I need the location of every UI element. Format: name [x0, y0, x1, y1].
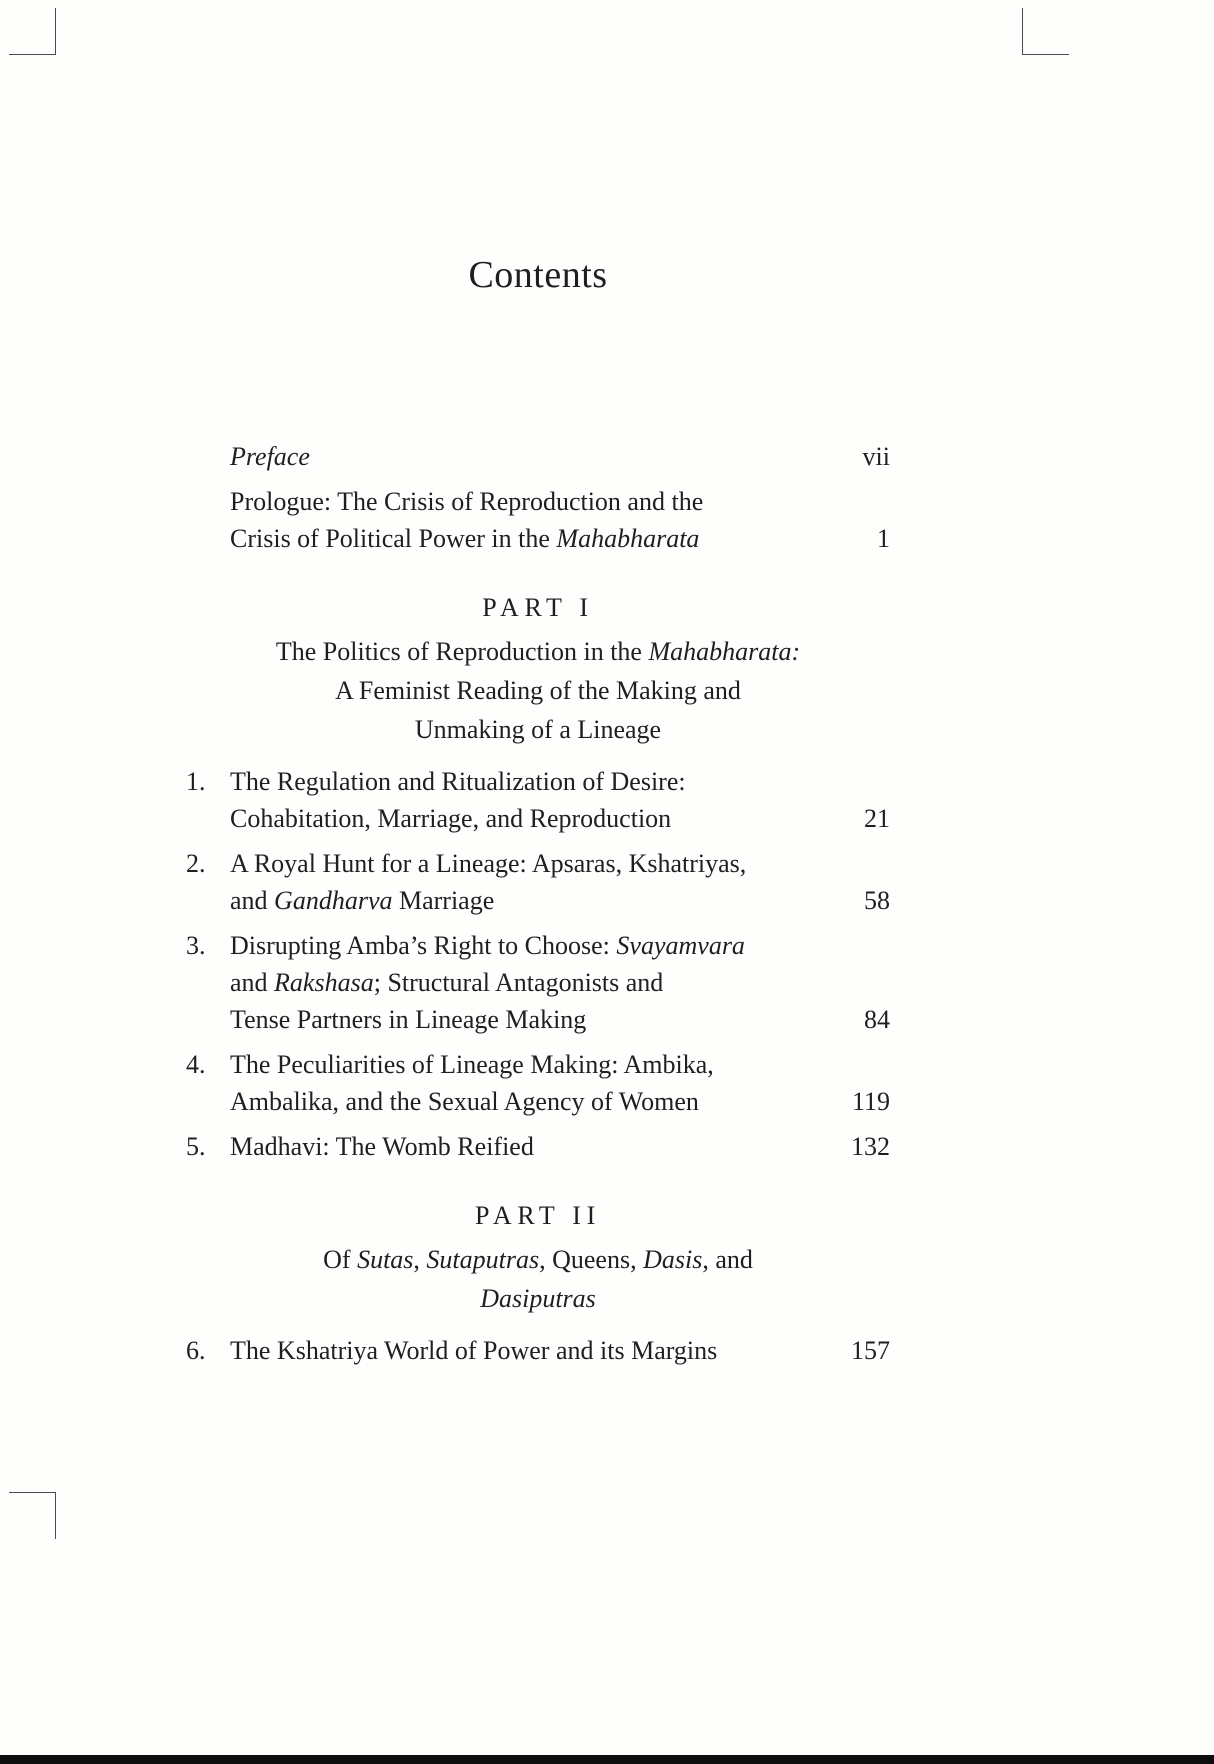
- part-label: PART I: [482, 593, 594, 622]
- text-run: and: [230, 886, 275, 915]
- entry-text: [230, 1046, 826, 1120]
- entry-number: 3.: [186, 931, 206, 960]
- part-heading-line: [186, 1240, 890, 1279]
- italic-text-run: Sutas: [357, 1245, 414, 1274]
- italic-text-run: Mahabharata:: [648, 637, 801, 666]
- italic-text-run: Gandharva: [274, 886, 393, 915]
- entry-line: [230, 882, 826, 919]
- text-run: Marriage: [392, 886, 495, 915]
- entry-number: 2.: [186, 849, 206, 878]
- entry-page-number: 84: [864, 1005, 890, 1034]
- entry-line: [230, 520, 826, 557]
- text-run: Tense Partners in Lineage Making: [230, 1005, 587, 1034]
- entry-text: [230, 1332, 826, 1369]
- part-heading-line: [186, 1279, 890, 1318]
- entry-line: [230, 845, 826, 882]
- italic-text-run: Dasis: [643, 1245, 703, 1274]
- entry-line: [230, 1332, 826, 1369]
- entry-number: [186, 438, 230, 475]
- entry-line: [230, 438, 826, 475]
- italic-text-run: Mahabharata: [556, 524, 700, 553]
- text-run: The Peculiarities of Lineage Making: Ambika,: [230, 1050, 714, 1079]
- entry-number: 5.: [186, 1132, 206, 1161]
- entry-page-number: 21: [864, 804, 890, 833]
- part-label: PART II: [475, 1201, 601, 1230]
- toc-entry: [186, 927, 890, 1038]
- entry-page-number: vii: [862, 442, 890, 471]
- toc-part: [186, 1197, 890, 1369]
- entry-text: [230, 1128, 826, 1165]
- entry-number: 4.: [186, 1050, 206, 1079]
- entry-line: [230, 927, 826, 964]
- text-run: , Queens,: [539, 1245, 644, 1274]
- italic-text-run: Rakshasa: [274, 968, 374, 997]
- text-run: ; Structural Antagonists and: [373, 968, 664, 997]
- text-run: Madhavi: The Womb Reified: [230, 1132, 534, 1161]
- crop-mark-top-right-icon: [1022, 8, 1069, 55]
- part-heading-line: [186, 710, 890, 749]
- crop-mark-bottom-left-icon: [9, 1492, 56, 1539]
- text-run: Cohabitation, Marriage, and Reproduction: [230, 804, 672, 833]
- entry-number: 6.: [186, 1336, 206, 1365]
- text-run: A Feminist Reading of the Making and: [335, 676, 741, 705]
- entry-line: [230, 483, 826, 520]
- part-entries: [186, 763, 890, 1165]
- toc-part: [186, 589, 890, 1165]
- text-run: ,: [413, 1245, 427, 1274]
- crop-mark-top-left-icon: [9, 8, 56, 55]
- toc-entry: [186, 763, 890, 837]
- text-run: Crisis of Political Power in the: [230, 524, 557, 553]
- entry-line: [230, 800, 826, 837]
- text-run: Disrupting Amba’s Right to Choose:: [230, 931, 617, 960]
- text-run: A Royal Hunt for a Lineage: Apsaras, Kshatriyas,: [230, 849, 747, 878]
- entry-line: [230, 1083, 826, 1120]
- toc-entry: [186, 1128, 890, 1165]
- text-run: , and: [702, 1245, 753, 1274]
- italic-text-run: Svayamvara: [616, 931, 745, 960]
- text-run: The Kshatriya World of Power and its Margins: [230, 1336, 718, 1365]
- entry-text: [230, 927, 826, 1038]
- scan-edge-bottom: [0, 1755, 1214, 1764]
- italic-text-run: Sutaputras: [426, 1245, 540, 1274]
- entry-number: [186, 483, 230, 557]
- entry-text: [230, 845, 826, 919]
- toc-entry: [186, 483, 890, 557]
- part-heading-line: [186, 632, 890, 671]
- entry-line: [230, 1046, 826, 1083]
- part-heading: [186, 632, 890, 749]
- entry-line: [230, 1128, 826, 1165]
- entry-number: 1.: [186, 767, 206, 796]
- text-run: Unmaking of a Lineage: [414, 715, 662, 744]
- text-run: and: [230, 968, 275, 997]
- entry-line: [230, 964, 826, 1001]
- entry-page-number: 58: [864, 886, 890, 915]
- page-title: Contents: [468, 254, 608, 296]
- entry-text: [230, 483, 826, 557]
- text-run: Of: [323, 1245, 358, 1274]
- text-run: The Politics of Reproduction in the: [275, 637, 649, 666]
- part-heading: [186, 1240, 890, 1318]
- toc: [186, 438, 890, 1369]
- entry-line: [230, 1001, 826, 1038]
- entry-page-number: 157: [851, 1336, 890, 1365]
- toc-entry: [186, 438, 890, 475]
- entry-line: [230, 763, 826, 800]
- toc-entry: [186, 1046, 890, 1120]
- text-run: The Regulation and Ritualization of Desire:: [230, 767, 686, 796]
- toc-entry: [186, 1332, 890, 1369]
- part-heading-line: [186, 671, 890, 710]
- entry-text: [230, 438, 826, 475]
- entry-text: [230, 763, 826, 837]
- text-run: Prologue: The Crisis of Reproduction and the: [230, 487, 704, 516]
- italic-text-run: Preface: [230, 442, 310, 471]
- contents-page: [186, 0, 890, 1377]
- entry-page-number: 132: [851, 1132, 890, 1161]
- italic-text-run: Dasiputras: [480, 1284, 596, 1313]
- toc-entry: [186, 845, 890, 919]
- entry-page-number: 1: [877, 524, 890, 553]
- part-entries: [186, 1332, 890, 1369]
- text-run: Ambalika, and the Sexual Agency of Women: [230, 1087, 699, 1116]
- entry-page-number: 119: [851, 1087, 890, 1116]
